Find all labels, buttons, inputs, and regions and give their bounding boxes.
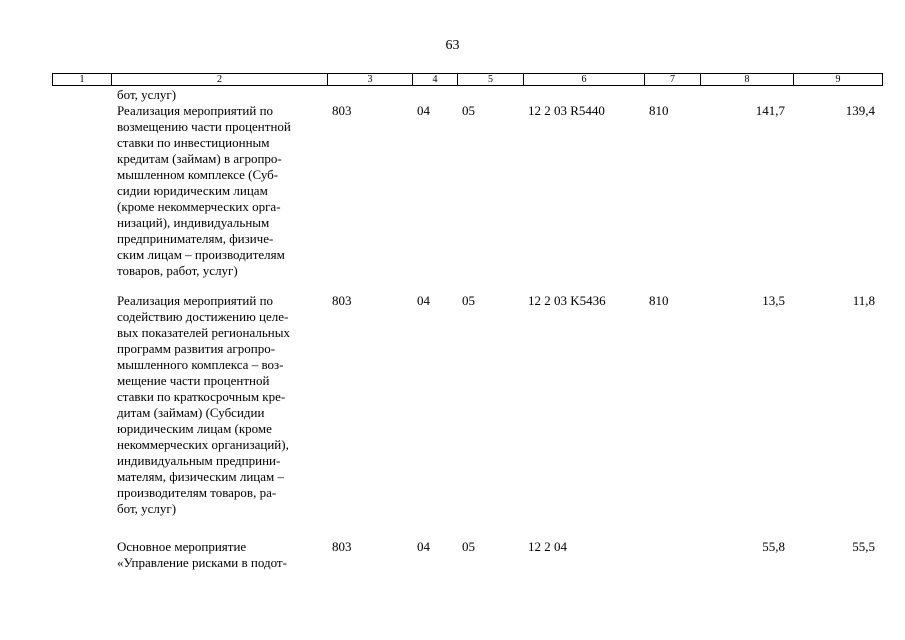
cell-target-article: 12 2 03 K5436 xyxy=(528,293,606,308)
description-line: мышленном комплексе (Суб- xyxy=(117,167,279,182)
description-line: юридическим лицам (кроме xyxy=(117,421,272,436)
description-line: возмещению части процентной xyxy=(117,119,291,134)
description-line: Реализация мероприятий по xyxy=(117,103,274,118)
cell-ministry-code: 803 xyxy=(332,539,352,554)
row-description xyxy=(117,293,332,517)
description-line: ставки по инвестиционным xyxy=(117,135,270,150)
page-number: 63 xyxy=(445,38,460,53)
cell-target-article: 12 2 04 xyxy=(528,539,567,554)
continuation-text: бот, услуг) xyxy=(117,87,177,102)
column-number-7: 7 xyxy=(645,74,701,86)
description-line: «Управление рисками в подот- xyxy=(117,555,287,570)
description-line: мещение части процентной xyxy=(117,373,270,388)
table-column-header xyxy=(52,73,883,86)
description-line: некоммерческих организаций), xyxy=(117,437,289,452)
description-line: низаций), индивидуальным xyxy=(117,215,270,230)
description-line: ставки по краткосрочным кре- xyxy=(117,389,286,404)
column-number-3: 3 xyxy=(328,74,413,86)
cell-amount-col8: 13,5 xyxy=(762,293,785,308)
cell-ministry-code: 803 xyxy=(332,293,352,308)
column-number-5: 5 xyxy=(458,74,524,86)
cell-target-article: 12 2 03 R5440 xyxy=(528,103,605,118)
column-number-8: 8 xyxy=(701,74,794,86)
column-number-9: 9 xyxy=(794,74,883,86)
description-line: предпринимателям, физиче- xyxy=(117,231,274,246)
description-line: содействию достижению целе- xyxy=(117,309,289,324)
column-number-2: 2 xyxy=(112,74,328,86)
description-line: товаров, работ, услуг) xyxy=(117,263,238,278)
cell-section: 04 xyxy=(417,103,430,118)
column-number-1: 1 xyxy=(53,74,112,86)
row-description xyxy=(117,539,332,571)
cell-amount-col8: 55,8 xyxy=(762,539,785,554)
cell-subsection: 05 xyxy=(462,293,475,308)
cell-amount-col9: 139,4 xyxy=(845,103,875,118)
cell-amount-col9: 11,8 xyxy=(852,293,875,308)
description-line: мышленного комплекса – воз- xyxy=(117,357,284,372)
description-line: дитам (займам) (Субсидии xyxy=(117,405,265,420)
row-description xyxy=(117,103,332,279)
cell-amount-col9: 55,5 xyxy=(852,539,875,554)
description-line: (кроме некоммерческих орга- xyxy=(117,199,281,214)
description-line: кредитам (займам) в агропро- xyxy=(117,151,282,166)
description-line: индивидуальным предприни- xyxy=(117,453,281,468)
description-line: ским лицам – производителям xyxy=(117,247,285,262)
column-number-4: 4 xyxy=(413,74,458,86)
column-number-6: 6 xyxy=(524,74,645,86)
description-line: Основное мероприятие xyxy=(117,539,247,554)
description-line: сидии юридическим лицам xyxy=(117,183,268,198)
cell-expense-type: 810 xyxy=(649,293,669,308)
cell-subsection: 05 xyxy=(462,103,475,118)
description-line: вых показателей региональных xyxy=(117,325,290,340)
description-line: программ развития агропро- xyxy=(117,341,276,356)
description-line: производителям товаров, ра- xyxy=(117,485,277,500)
cell-subsection: 05 xyxy=(462,539,475,554)
description-line: Реализация мероприятий по xyxy=(117,293,274,308)
cell-expense-type: 810 xyxy=(649,103,669,118)
cell-section: 04 xyxy=(417,539,430,554)
description-line: бот, услуг) xyxy=(117,501,177,516)
cell-amount-col8: 141,7 xyxy=(755,103,785,118)
cell-ministry-code: 803 xyxy=(332,103,352,118)
description-line: мателям, физическим лицам – xyxy=(117,469,284,484)
cell-section: 04 xyxy=(417,293,430,308)
